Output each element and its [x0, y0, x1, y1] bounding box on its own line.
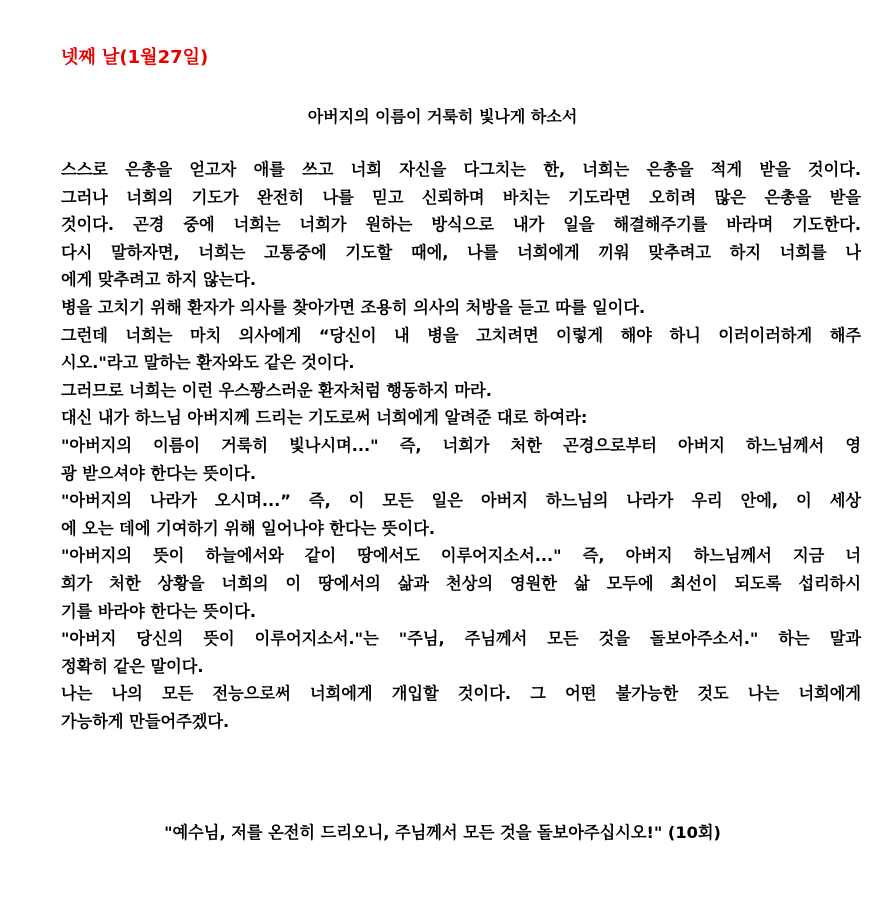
- paragraph: [61, 294, 861, 322]
- text-line: 에 오는 데에 기여하기 위해 일어나야 한다는 뜻이다.: [61, 518, 435, 538]
- text-line: 스스로 은총을 얻고자 애를 쓰고 너희 자신을 다그치는 한, 너희는 은총을 적게 받을 것이다.: [61, 160, 861, 179]
- paragraph: [61, 542, 861, 625]
- day-heading: 넷째 날(1월27일): [61, 47, 209, 68]
- text-line: 다시 말하자면, 너희는 고통중에 기도할 때에, 나를 너희에게 끼워 맞추려고 하지 너희를 나: [61, 242, 861, 262]
- text-line: 그러므로 너희는 이런 우스꽝스러운 환자처럼 행동하지 마라.: [61, 380, 492, 400]
- text-line: 것이다. 곤경 중에 너희는 너희가 원하는 방식으로 내가 일을 해결해주기를 바라며 기도한다.: [61, 215, 861, 235]
- paragraph: [61, 404, 861, 432]
- text-line: 그런데 너희는 마치 의사에게 “당신이 내 병을 고치려면 이렇게 해야 하니 이러이러하게 해주: [61, 325, 861, 345]
- text-line: 광 받으셔야 한다는 뜻이다.: [61, 463, 257, 483]
- text-line: 시오."라고 말하는 환자와도 같은 것이다.: [61, 353, 355, 373]
- text-line: 병을 고치기 위해 환자가 의사를 찾아가면 조용히 의사의 처방을 듣고 따를 일이다.: [61, 297, 646, 317]
- text-line: 나는 나의 모든 전능으로써 너희에게 개입할 것이다. 그 어떤 불가능한 것도 나는 너희에게: [61, 684, 861, 704]
- closing-prayer: "예수님, 저를 온전히 드리오니, 주님께서 모든 것을 돌보아주십시오!" (10회): [164, 823, 721, 842]
- paragraph: [61, 487, 861, 542]
- text-line: "아버지의 뜻이 하늘에서와 같이 땅에서도 이루어지소서..." 즉, 아버지 하느님께서 지금 너: [61, 546, 861, 566]
- text-line: 가능하게 만들어주겠다.: [61, 711, 230, 731]
- text-line: 기를 바라야 한다는 뜻이다.: [61, 601, 257, 621]
- text-line: "아버지의 이름이 거룩히 빛나시며..." 즉, 너희가 처한 곤경으로부터 아버지 하느님께서 영: [61, 435, 861, 455]
- text-line: 대신 내가 하느님 아버지께 드리는 기도로써 너희에게 알려준 대로 하여라:: [61, 408, 588, 428]
- text-line: 그러나 너희의 기도가 완전히 나를 믿고 신뢰하며 바치는 기도라면 오히려 많은 은총을 받을: [61, 187, 861, 207]
- paragraph: [61, 377, 861, 405]
- text-line: "아버지의 나라가 오시며...” 즉, 이 모든 일은 아버지 하느님의 나라가 우리 안에, 이 세상: [61, 491, 861, 511]
- body-text: [61, 156, 861, 735]
- paragraph: [61, 432, 861, 487]
- text-line: "아버지 당신의 뜻이 이루어지소서."는 "주님, 주님께서 모든 것을 돌보아주소서." 하는 말과: [61, 629, 861, 649]
- paragraph: [61, 322, 861, 377]
- text-line: 정확히 같은 말이다.: [61, 656, 204, 676]
- text-line: 에게 맞추려고 하지 않는다.: [61, 270, 257, 290]
- document-title: 아버지의 이름이 거룩히 빛나게 하소서: [307, 107, 578, 126]
- paragraph: [61, 156, 861, 294]
- paragraph: [61, 680, 861, 735]
- text-line: 희가 처한 상황을 너희의 이 땅에서의 삶과 천상의 영원한 삶 모두에 최선이 되도록 섭리하시: [61, 573, 861, 593]
- paragraph: [61, 625, 861, 680]
